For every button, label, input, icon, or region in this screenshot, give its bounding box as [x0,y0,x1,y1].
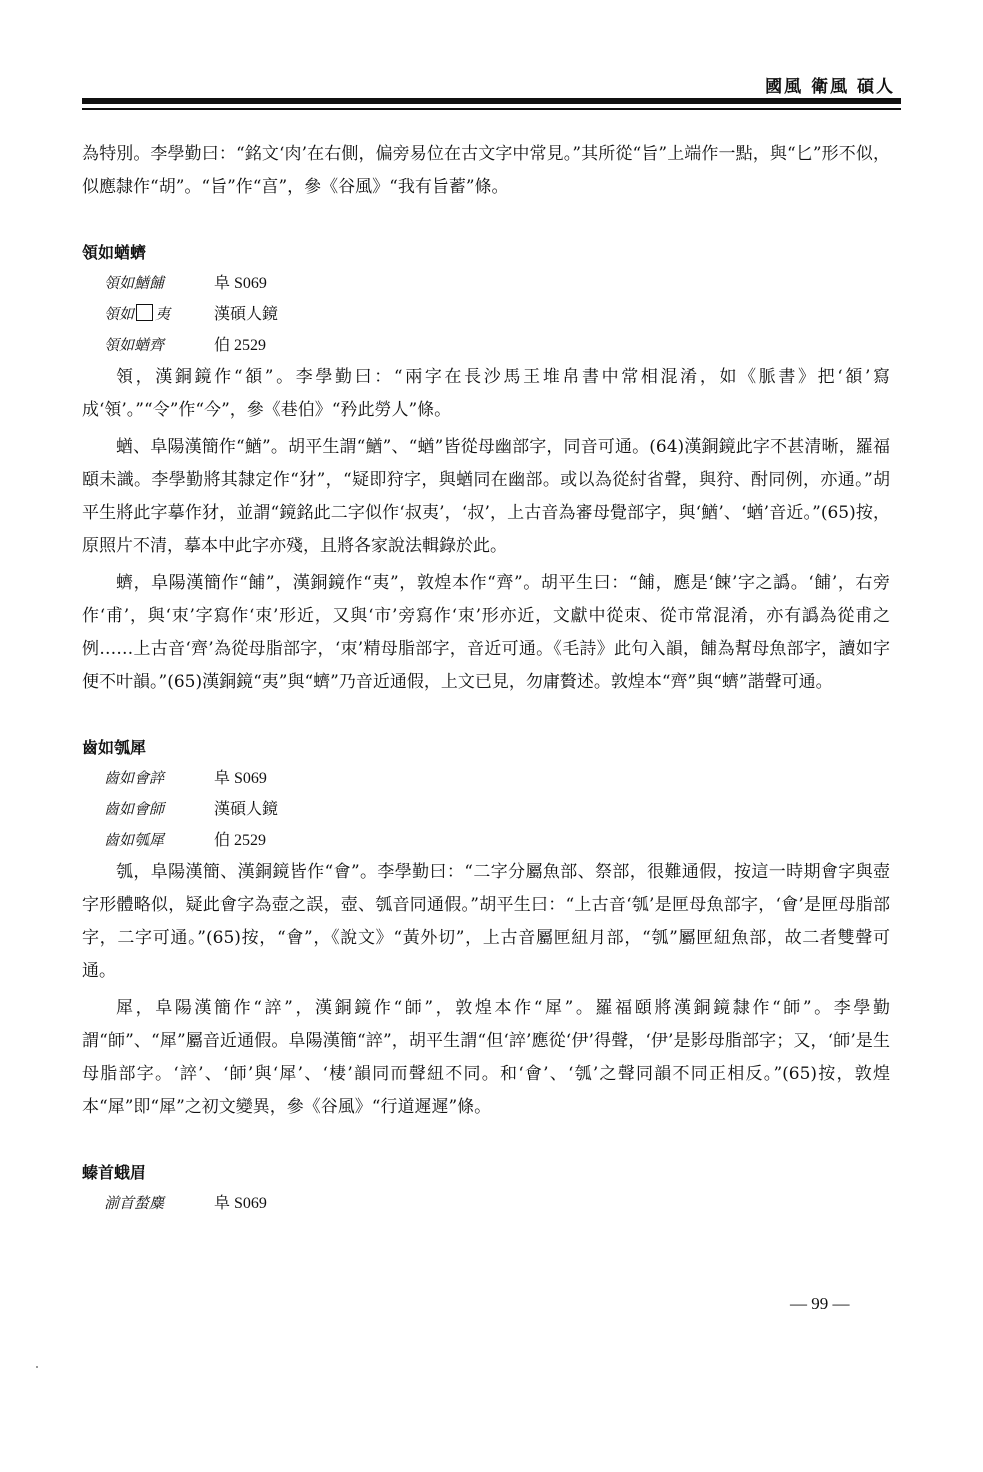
variant-text: 齒如瓠犀 [104,831,165,849]
variant-row [104,299,890,330]
variant-text: 齒如會誶 [104,769,165,787]
variant-text-part: 領如 [104,305,135,323]
variant-source: 漢碩人鏡 [214,306,279,323]
variant-source: 漢碩人鏡 [214,801,279,818]
variant-source: 阜 S069 [214,770,267,787]
variant-text: 湔首蝵麋 [104,1194,165,1212]
section-heading: 螓首蛾眉 [82,1163,147,1182]
variant-row [104,794,890,825]
variant-row [104,268,890,299]
body-paragraph: 蠐，阜陽漢簡作“餔”，漢銅鏡作“夷”，敦煌本作“齊”。胡平生曰：“餔，應是‘餗’字之譌。‘餔’，右旁作‘甫’，與‘朿’字寫作‘朿’形近，又與‘市’旁寫作‘朿’形亦近，文獻中從朿、從市常混淆，亦有譌為從甫之例……上古音‘齊’為從母脂部字，‘朿’精母脂部字，音近可通。《毛詩》此句入韻，餔為幫母魚部字，讀如字便不叶韻。”(65)漢銅鏡“夷”與“蠐”乃音近通假，上文已見，勿庸贅述。敦煌本“齊”與“蠐”諧聲可通。 [82,573,890,692]
continuation-paragraph: 為特別。李學勤曰：“銘文‘肉’在右側，偏旁易位在古文字中常見。”其所從“旨”上端作一點，與“匕”形不似，似應隸作“胡”。“旨”作“亯”，參《谷風》“我有旨蓄”條。 [82,144,890,197]
section-heading: 領如蝤蠐 [82,243,147,262]
body-paragraph: 領，漢銅鏡作“頟”。李學勤曰：“兩字在長沙馬王堆帛書中常相混淆，如《脈書》把‘頟’寫成‘領’。”“令”作“今”，參《巷伯》“矜此勞人”條。 [82,367,890,420]
body-paragraph: 瓠，阜陽漢簡、漢銅鏡皆作“會”。李學勤曰：“二字分屬魚部、祭部，很難通假，按這一時期會字與壺字形體略似，疑此會字為壺之誤，壺、瓠音同通假。”胡平生曰：“上古音‘瓠’是匣母魚部字，‘會’是匣母脂部字，二字可通。”(65)按，“會”，《說文》“黃外切”，上古音屬匣紐月部，“瓠”屬匣紐魚部，故二者雙聲可通。 [82,862,890,981]
scan-speck [36,1366,38,1368]
variant-text: 領如鰌餔 [104,274,165,292]
variant-text [104,299,214,330]
variant-source: 阜 S069 [214,275,267,292]
variant-row [104,1188,890,1219]
header-rule-thick [82,98,901,104]
variant-text: 領如蝤齊 [104,336,165,354]
missing-character-box [136,304,153,321]
section-heading: 齒如瓠犀 [82,738,147,757]
page-number: — 99 — [790,1294,850,1313]
variant-row [104,330,890,361]
variant-row [104,825,890,856]
page-body [82,138,890,1219]
variant-source: 阜 S069 [214,1195,267,1212]
variant-text-part: 夷 [155,305,171,323]
variant-source: 伯 2529 [214,832,267,849]
running-head: 國風 衛風 碩人 [765,77,895,97]
body-paragraph: 犀，阜陽漢簡作“誶”，漢銅鏡作“師”，敦煌本作“犀”。羅福頤將漢銅鏡隸作“師”。李學勤謂“師”、“犀”屬音近通假。阜陽漢簡“誶”，胡平生謂“但‘誶’應從‘伊’得聲，‘伊’是影母脂部字；又，‘師’是生母脂部字。‘誶’、‘師’與‘犀’、‘棲’韻同而聲紐不同。和‘會’、‘瓠’之聲同韻不同正相反。”(65)按，敦煌本“犀”即“犀”之初文變異，參《谷風》“行道遲遲”條。 [82,998,890,1117]
body-paragraph: 蝤、阜陽漢簡作“鰌”。胡平生謂“鰌”、“蝤”皆從母幽部字，同音可通。(64)漢銅鏡此字不甚清晰，羅福頤未識。李學勤將其隸定作“犲”，“疑即狩字，與蝤同在幽部。或以為從紂省聲，與狩、酎同例，亦通。”胡平生將此字摹作犲，並謂“鏡銘此二字似作‘叔夷’，‘叔’，上古音為審母覺部字，與‘鰌’、‘蝤’音近。”(65)按，原照片不清，摹本中此字亦殘，且將各家說法輯錄於此。 [82,437,890,556]
variant-row [104,763,890,794]
variant-text: 齒如會師 [104,800,165,818]
variant-list [82,268,890,361]
variant-source: 伯 2529 [214,337,267,354]
variant-list [82,763,890,856]
variant-list [82,1188,890,1219]
header-rule-thin [82,108,901,110]
